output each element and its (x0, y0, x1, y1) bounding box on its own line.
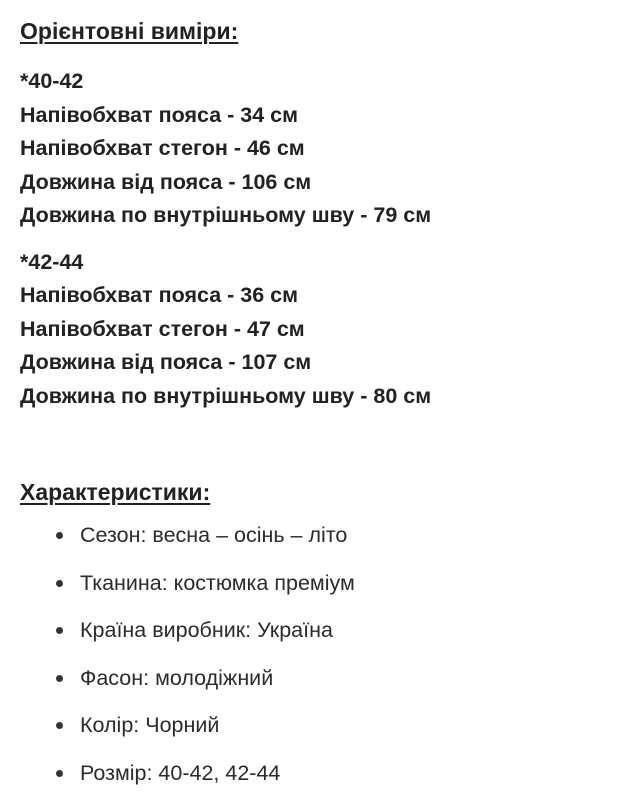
list-item (20, 663, 615, 693)
length-measure: Довжина від пояса - 107 см (20, 350, 312, 374)
list-item (20, 568, 615, 598)
waist-measure: Напівобхват пояса - 34 см (20, 102, 299, 127)
bullet-icon (56, 627, 63, 634)
bullet-icon (56, 675, 63, 682)
length-measure: Довжина від пояса - 106 см (20, 169, 312, 194)
inseam-measure: Довжина по внутрішньому шву - 79 см (20, 203, 432, 227)
size-block-40-42 (20, 65, 615, 233)
list-item (20, 710, 615, 740)
measurements-heading: Орієнтовні виміри: (20, 18, 239, 44)
product-description (20, 15, 615, 805)
list-item (20, 758, 615, 788)
bullet-icon (56, 532, 63, 539)
list-item (20, 615, 615, 645)
bullet-icon (56, 770, 63, 777)
characteristic-size: Розмір: 40-42, 42-44 (80, 760, 281, 785)
bullet-icon (56, 580, 63, 587)
size-label: *42-44 (20, 249, 84, 274)
waist-measure: Напівобхват пояса - 36 см (20, 283, 299, 307)
inseam-measure: Довжина по внутрішньому шву - 80 см (20, 383, 432, 408)
characteristic-season: Сезон: весна – осінь – літо (80, 523, 348, 547)
bullet-icon (56, 722, 63, 729)
size-label: *40-42 (20, 69, 84, 93)
list-item (20, 520, 615, 550)
hips-measure: Напівобхват стегон - 47 см (20, 316, 305, 341)
characteristic-country: Країна виробник: Україна (80, 618, 333, 642)
characteristic-fabric: Тканина: костюмка преміум (80, 570, 355, 595)
hips-measure: Напівобхват стегон - 46 см (20, 136, 305, 160)
size-block-42-44 (20, 246, 615, 414)
characteristic-style: Фасон: молодіжний (80, 665, 274, 690)
characteristics-list (20, 520, 615, 788)
characteristic-color: Колір: Чорний (80, 713, 220, 737)
characteristics-heading: Характеристики: (20, 479, 211, 505)
